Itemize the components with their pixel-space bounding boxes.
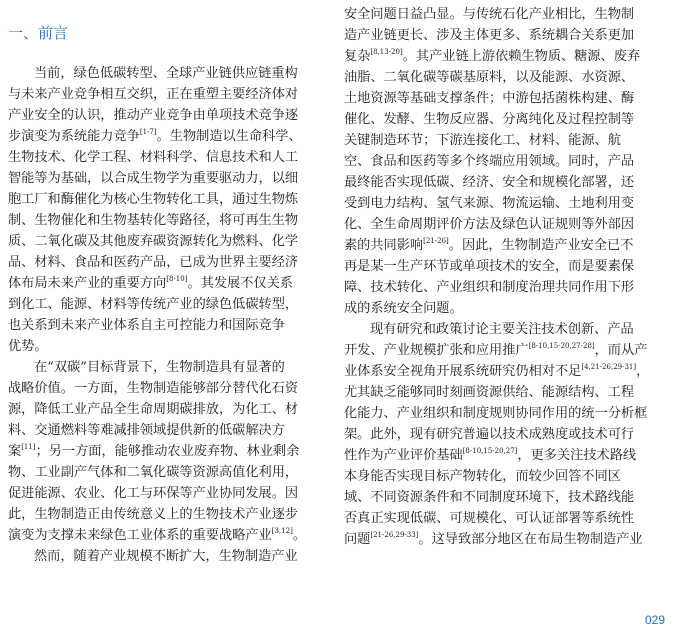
line-text: 制、生物催化和生物基转化等路径，将可再生生物 [8, 213, 299, 228]
citation-ref: [21-26,29-33] [370, 531, 419, 539]
line-text-continued: 。这导致部分地区在布局生物制造产业 [418, 532, 643, 547]
line-text: 空、食品和医药等多个终端应用领域。同时，产品 [344, 154, 635, 169]
text-line [8, 105, 326, 126]
line-text-continued: ，更多关注技术路线 [517, 448, 637, 463]
text-line [344, 382, 666, 403]
text-line [344, 193, 666, 214]
text-line [8, 378, 326, 399]
text-line [8, 441, 326, 462]
line-text: 土地资源等基础支撑条件；中游包括菌株构建、酶 [344, 91, 635, 106]
text-line [8, 231, 326, 252]
line-text: 然而，随着产业规模不断扩大，生物制造产业 [34, 549, 298, 564]
line-text: 受到电力结构、氢气来源、物流运输、土地利用变 [344, 196, 635, 211]
citation-ref: [8-10] [166, 275, 188, 283]
text-line [8, 357, 326, 378]
text-line [344, 46, 666, 67]
right-body-text [344, 4, 666, 550]
text-line [8, 483, 326, 504]
line-text: 智能等为基础，以合成生物学为重要驱动力，以细 [8, 171, 299, 186]
line-text: 关键制造环节；下游连接化工、材料、能源、航 [344, 133, 621, 148]
text-line [8, 420, 326, 441]
line-text: 此，生物制造正由传统意义上的生物技术产业逐步 [8, 507, 299, 522]
line-text: 与未来产业竞争相互交织，正在重塑主要经济体对 [8, 87, 299, 102]
line-text-continued: 。因此，生物制造产业安全已不 [448, 238, 634, 253]
citation-ref: [1-7] [139, 128, 157, 136]
line-text: 演变为支撑未来绿色工业体系的重要战略产业 [8, 528, 272, 543]
line-text: 尤其缺乏能够同时刻画资源供给、能源结构、工程 [344, 385, 635, 400]
text-line [344, 319, 666, 340]
text-line [8, 147, 326, 168]
citation-ref: [11] [21, 443, 36, 451]
line-text: 本身能否实现目标产物转化，而较少回答不同区 [344, 469, 621, 484]
text-line [344, 151, 666, 172]
text-line [344, 130, 666, 151]
text-line [344, 508, 666, 529]
text-line [8, 546, 326, 567]
line-text-continued: 。生物制造以生命科学、 [156, 129, 302, 144]
text-line [344, 4, 666, 25]
line-text: 优势。 [8, 339, 48, 354]
line-text: 在“双碳”目标背景下，生物制造具有显著的 [34, 360, 285, 375]
line-text-continued: ， [636, 364, 650, 379]
line-text: 生物技术、化学工程、材料科学、信息技术和人工 [8, 150, 299, 165]
line-text: 化、全生命周期评价方法及绿色认证规则等外部因 [344, 217, 635, 232]
line-text: 产业安全的认识，推动产业竞争由单项技术竞争逐 [8, 108, 299, 123]
line-text: 造产业链更长、涉及主体更多、系统耦合关系更加 [344, 28, 635, 43]
citation-ref: [8-10,15-20,27] [462, 447, 518, 455]
line-text-continued: 。 [292, 528, 306, 543]
line-text: 案 [8, 444, 22, 459]
text-line [8, 84, 326, 105]
text-line [344, 403, 666, 424]
line-text: 化能力、产业组织和制度规则协同作用的统一分析框 [344, 406, 648, 421]
line-text: 架。此外，现有研究普遍以技术成熟度或技术可行 [344, 427, 635, 442]
section-heading: 一、前言 [8, 24, 69, 42]
line-text: 现有研究和政策讨论主要关注技术创新、产品 [370, 322, 634, 337]
text-line [344, 445, 666, 466]
line-text: 再是某一生产环节或单项技术的安全，而是要素保 [344, 259, 635, 274]
text-line [344, 361, 666, 382]
line-text: 战略价值。一方面，生物制造能够部分替代化石资 [8, 381, 299, 396]
line-text: 业体系安全视角开展系统研究仍相对不足 [344, 364, 582, 379]
line-text: 域、不同资源条件和不同制度环境下，技术路线能 [344, 490, 635, 505]
line-text: 体布局未来产业的重要方向 [8, 276, 167, 291]
left-column [8, 0, 326, 567]
line-text-continued: 。其产业链上游依赖生物质、糖源、废弃 [402, 49, 641, 64]
text-line [8, 399, 326, 420]
text-line [344, 256, 666, 277]
text-line [8, 525, 326, 546]
line-text: 性作为产业评价基础 [344, 448, 463, 463]
line-text-continued: ，而从产 [594, 343, 648, 358]
text-line [344, 277, 666, 298]
text-line [344, 340, 666, 361]
text-line [344, 298, 666, 319]
line-text: 素的共同影响 [344, 238, 424, 253]
line-text: 障、技术转化、产业组织和制度治理共同作用下形 [344, 280, 635, 295]
line-text: 问题 [344, 532, 371, 547]
text-line [344, 109, 666, 130]
left-body-text [8, 63, 326, 567]
text-line [344, 235, 666, 256]
text-line [344, 214, 666, 235]
text-line [8, 273, 326, 294]
text-line [8, 252, 326, 273]
line-text: 促进能源、农业、化工与环保等产业协同发展。因 [8, 486, 299, 501]
line-text: 品、材料、食品和医药产品，已成为世界主要经济 [8, 255, 299, 270]
text-line [8, 462, 326, 483]
text-line [8, 336, 326, 357]
text-line [344, 424, 666, 445]
line-text: 到化工、能源、材料等传统产业的绿色低碳转型， [8, 297, 299, 312]
text-line [8, 63, 326, 84]
line-text: 料、交通燃料等难减排领域提供新的低碳解决方 [8, 423, 285, 438]
text-line [8, 294, 326, 315]
text-line [8, 210, 326, 231]
text-line [344, 67, 666, 88]
right-column [344, 0, 666, 550]
page-number: 029 [644, 613, 665, 627]
line-text: 也关系到未来产业体系自主可控能力和国际竞争 [8, 318, 285, 333]
line-text: 复杂 [344, 49, 371, 64]
text-line [8, 504, 326, 525]
text-line [344, 25, 666, 46]
text-line [344, 88, 666, 109]
line-text: 开发、产业规模扩张和应用推广 [344, 343, 529, 358]
line-text: 催化、发酵、生物反应器、分离纯化及过程控制等 [344, 112, 635, 127]
citation-ref: [8-10,15-20,27-28] [528, 342, 595, 350]
citation-ref: [4,21-26,29-31] [581, 363, 637, 371]
line-text: 安全问题日益凸显。与传统石化产业相比，生物制 [344, 7, 635, 22]
citation-ref: [21-26] [423, 237, 449, 245]
text-line [8, 189, 326, 210]
line-text-continued: 。其发展不仅关系 [187, 276, 293, 291]
text-line [8, 126, 326, 147]
text-line [8, 315, 326, 336]
citation-ref: [3,12] [271, 527, 293, 535]
line-text: 油脂、二氧化碳等碳基原料，以及能源、水资源、 [344, 70, 635, 85]
line-text: 源，降低工业产品全生命周期碳排放，为化工、材 [8, 402, 299, 417]
text-line [8, 168, 326, 189]
line-text-continued: ；另一方面，能够推动农业废弃物、林业剩余 [35, 444, 300, 459]
text-line [344, 487, 666, 508]
line-text: 最终能否实现低碳、经济、安全和规模化部署，还 [344, 175, 635, 190]
line-text: 物、工业副产气体和二氧化碳等资源高值化利用， [8, 465, 299, 480]
line-text: 当前，绿色低碳转型、全球产业链供应链重构 [34, 66, 298, 81]
citation-ref: [8,13-20] [370, 48, 403, 56]
line-text: 胞工厂和酶催化为核心生物转化工具，通过生物炼 [8, 192, 299, 207]
line-text: 否真正实现低碳、可规模化、可认证部署等系统性 [344, 511, 635, 526]
text-line [344, 466, 666, 487]
text-line [344, 529, 666, 550]
line-text: 步演变为系统能力竞争 [8, 129, 140, 144]
text-line [344, 172, 666, 193]
line-text: 质、二氧化碳及其他废弃碳资源转化为燃料、化学 [8, 234, 299, 249]
line-text: 成的系统安全问题。 [344, 301, 463, 316]
